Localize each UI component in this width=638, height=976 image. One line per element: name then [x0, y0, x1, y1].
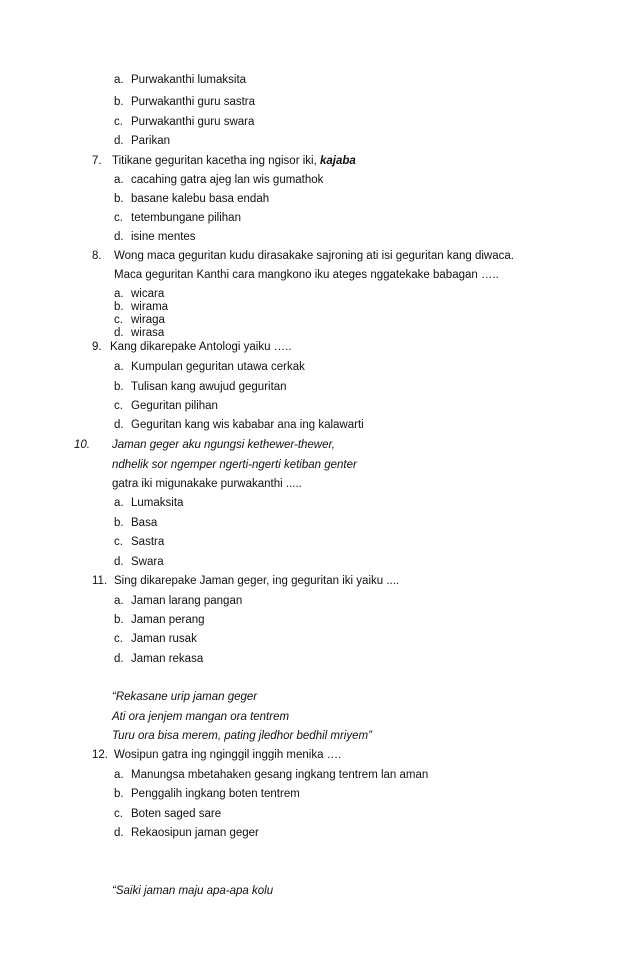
option-text: Jaman rekasa — [131, 653, 204, 665]
option-text: Lumaksita — [131, 497, 184, 509]
poem-line: “Saiki jaman maju apa-apa kolu — [112, 885, 274, 897]
question-text: Wosipun gatra ing nginggil inggih menika …. — [114, 749, 342, 761]
question-number: 10. — [74, 439, 90, 451]
option-letter: b. — [114, 614, 124, 626]
option-text: Rekaosipun jaman geger — [131, 827, 259, 839]
option-text: Jaman rusak — [131, 633, 197, 645]
option-letter: c. — [114, 808, 123, 820]
option-letter: b. — [114, 301, 124, 313]
option-letter: d. — [114, 827, 124, 839]
option-letter: a. — [114, 595, 124, 607]
option-text: Purwakanthi guru swara — [131, 116, 255, 128]
option-letter: c. — [114, 536, 123, 548]
option-text: isine mentes — [131, 231, 196, 243]
option-letter: d. — [114, 327, 124, 339]
option-letter: a. — [114, 361, 124, 373]
question-text-line-2: Maca geguritan Kanthi cara mangkono iku ateges nggatekake babagan ….. — [114, 269, 499, 281]
question-emphasis: kajaba — [319, 155, 356, 167]
option-text: wicara — [131, 288, 165, 300]
option-letter: b. — [114, 517, 124, 529]
option-text: Jaman larang pangan — [131, 595, 243, 607]
option-text: Parikan — [131, 135, 170, 147]
option-letter: a. — [114, 769, 124, 781]
option-letter: a. — [114, 497, 124, 509]
question-text: Sing dikarepake Jaman geger, ing geguritan iki yaiku .... — [114, 575, 400, 587]
option-letter: d. — [114, 419, 124, 431]
option-letter: d. — [114, 231, 124, 243]
question-stem: Titikane geguritan kacetha ing ngisor iki, — [112, 155, 320, 167]
option-letter: a. — [114, 74, 124, 86]
option-text: Purwakanthi guru sastra — [131, 96, 256, 108]
option-text: Manungsa mbetahaken gesang ingkang tentrem lan aman — [131, 769, 429, 781]
option-letter: c. — [114, 212, 123, 224]
option-text: Jaman perang — [131, 614, 205, 626]
option-letter: c. — [114, 116, 123, 128]
option-letter: c. — [114, 314, 123, 326]
option-letter: d. — [114, 653, 124, 665]
option-text: wiraga — [131, 314, 165, 326]
option-letter: a. — [114, 288, 124, 300]
option-text: cacahing gatra ajeg lan wis gumathok — [131, 174, 324, 186]
option-text: Geguritan kang wis kababar ana ing kalawarti — [131, 419, 364, 431]
question-text-line-1: Wong maca geguritan kudu dirasakake sajroning ati isi geguritan kang diwaca. — [114, 250, 514, 262]
poem-line-1: “Rekasane urip jaman geger — [112, 691, 258, 703]
option-text: Geguritan pilihan — [131, 400, 218, 412]
question-text: gatra iki migunakake purwakanthi ..... — [112, 478, 302, 490]
poem-line-3: Turu ora bisa merem, pating jledhor bedhil mriyem” — [112, 730, 372, 742]
question-number: 12. — [92, 749, 108, 761]
question-text — [112, 154, 356, 168]
option-letter: b. — [114, 788, 124, 800]
poem-line-2: Ati ora jenjem mangan ora tentrem — [112, 711, 290, 723]
option-text: tetembungane pilihan — [131, 212, 241, 224]
question-text: Kang dikarepake Antologi yaiku ….. — [110, 341, 292, 353]
question-number: 9. — [92, 341, 102, 353]
option-text: Penggalih ingkang boten tentrem — [131, 788, 300, 800]
option-text: Tulisan kang awujud geguritan — [131, 381, 287, 393]
option-text: Boten saged sare — [131, 808, 222, 820]
question-number: 7. — [92, 155, 102, 167]
poem-line-2: ndhelik sor ngemper ngerti-ngerti ketiban genter — [112, 459, 357, 471]
question-number: 11. — [92, 575, 108, 587]
option-letter: b. — [114, 96, 124, 108]
option-letter: b. — [114, 381, 124, 393]
poem-line-1: Jaman geger aku ngungsi kethewer-thewer, — [112, 439, 335, 451]
option-letter: c. — [114, 400, 123, 412]
option-letter: a. — [114, 174, 124, 186]
option-text: wirasa — [131, 327, 165, 339]
option-text: Basa — [131, 517, 158, 529]
option-text: Sastra — [131, 536, 165, 548]
option-text: wirama — [131, 301, 169, 313]
option-text: Purwakanthi lumaksita — [131, 74, 247, 86]
option-text: Kumpulan geguritan utawa cerkak — [131, 361, 305, 373]
option-letter: b. — [114, 193, 124, 205]
option-letter: d. — [114, 135, 124, 147]
option-letter: d. — [114, 556, 124, 568]
option-text: Swara — [131, 556, 164, 568]
option-letter: c. — [114, 633, 123, 645]
question-number: 8. — [92, 250, 102, 262]
option-text: basane kalebu basa endah — [131, 193, 270, 205]
